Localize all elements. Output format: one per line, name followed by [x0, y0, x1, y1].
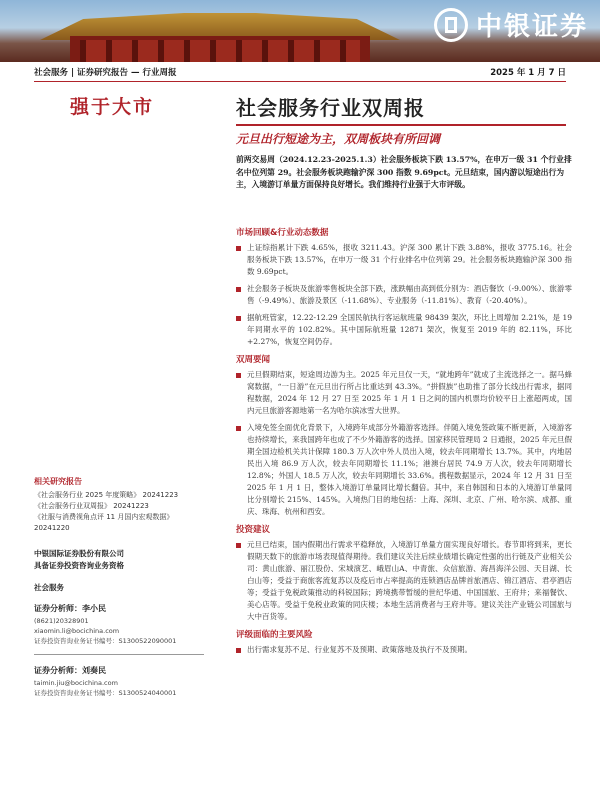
header-banner [0, 0, 600, 62]
bullet-paragraph: 社会服务子板块及旅游零售板块全部下跌，涨跌幅由高到低分别为：酒店餐饮（-9.00%）、旅游零售（-9.49%）、旅游及景区（-11.68%）、专业服务（-11.81%）、教育（-20.40%）。 [236, 283, 572, 307]
organization [34, 548, 204, 572]
bullet-paragraph: 上证综指累计下跌 4.65%，报收 3211.43。沪深 300 累计下跌 3.88%，报收 3775.16。社会服务板块下跌 13.57%，在申万一级 31 个行业排名中位列第 29。社会服务板块跑输沪深 300 指数 9.69pct。 [236, 242, 572, 278]
divider [34, 654, 204, 655]
analyst-card [34, 665, 204, 698]
title-rule [236, 124, 566, 126]
section-heading: 市场回顾&行业动态数据 [236, 228, 329, 238]
section-heading: 投资建议 [236, 525, 271, 535]
analyst-license: 证券投资咨询业务证书编号：S1300524040001 [34, 689, 177, 697]
logo-text: 中银证券 [475, 12, 588, 42]
analyst-name: 证券分析师：李小民 [34, 604, 106, 613]
rating-label: 强于大市 [70, 96, 155, 118]
analyst-name: 证券分析师：刘奏民 [34, 666, 106, 675]
report-subheader [34, 62, 566, 82]
bullet-paragraph: 入境免签全面优化背景下，入境跨年成部分外籍游客选择。伴随入境免签政策不断更新，入境游客也持续增长，来我国跨年也成了不少外籍游客的选择。国家移民管理局 2 日通报，2025 年元旦假期全国边检机关共计保障 180.3 万人次中外人员出入境，较去年同期增长 13.7%。其中，内地居民出入境 86.9 万人次，较去年同期增长 11.1%；港澳台居民 74.9 万人次，较去年同期增长 12.8%；外国人 18.5 万人次，较去年同期增长 33.6%。携程数据显示，2024 年 12 月 31 日至 2025 年 1 月 1 日，整体入境游订单量同比增长翻倍。其中，来自韩国和日本的入境游订单量同比分别增长 215%、145%。入境热门目的地包括：上海、深圳、北京、广州、哈尔滨、成都、重庆、珠海、杭州和西安。 [236, 422, 572, 518]
bullet-paragraph: 出行需求复苏不足、行业复苏不及预期、政策落地及执行不及预期。 [236, 644, 572, 656]
left-column [34, 476, 204, 698]
related-item[interactable]: 《社会服务行业 2025 年度策略》 20241223 [34, 491, 179, 499]
bullet-paragraph: 元旦假期结束，短途周边游为主。2025 年元旦仅一天，“就地跨年”就成了主流选择之一。据马蜂窝数据，“一日游”在元旦出行所占比重达到 43.3%。“拼假族”也助推了部分长线出行需求，据同程数据，2024 年 12 月 27 日至 2025 年 1 月 1 日之间的国内机票均价较平日上涨超两成，国内元旦旅游客源地第一名为哈尔滨冰雪大世界。 [236, 369, 572, 417]
analyst-card [34, 603, 204, 646]
related-item[interactable]: 《社会服务行业双周报》 20241223 [34, 502, 149, 510]
report-body [236, 222, 572, 661]
report-date: 2025 年 1 月 7 日 [490, 67, 566, 78]
analyst-email[interactable]: taimin.jiu@bocichina.com [34, 679, 118, 687]
company-logo [434, 6, 588, 43]
section-heading: 评级面临的主要风险 [236, 630, 313, 640]
palace-columns-image [80, 40, 360, 62]
boc-logo-icon [434, 8, 468, 42]
related-title: 相关研究报告 [34, 477, 82, 486]
report-title: 社会服务行业双周报 [236, 96, 425, 120]
breadcrumb: 社会服务 | 证券研究报告 — 行业周报 [34, 67, 177, 78]
analyst-email[interactable]: xiaomin.li@bocichina.com [34, 627, 120, 635]
analyst-license: 证券投资咨询业务证书编号：S1300522090001 [34, 637, 177, 645]
org-qualification: 具备证券投资咨询业务资格 [34, 561, 124, 570]
report-subtitle: 元旦出行短途为主，双周板块有所回调 [236, 132, 441, 146]
related-item[interactable]: 《社服与消费视角点评 11 月国内宏观数据》 20241220 [34, 513, 174, 532]
org-name: 中银国际证券股份有限公司 [34, 549, 124, 558]
sector-label: 社会服务 [34, 583, 64, 592]
analyst-phone: (8621)20328901 [34, 617, 89, 625]
bullet-paragraph: 元旦已结束，国内假期出行需求平稳释放，入境游订单量方面实现良好增长。春节即将到来，更长假期天数下的旅游市场表现值得期待。我们建议关注后续业绩增长确定性强的出行链及产业相关公司：黄山旅游、丽江股份、宋城演艺、峨眉山A、中青旅、众信旅游、海昌海洋公园、天目湖、长白山等；受益于商旅客流复苏以及疫后市占率提高的连锁酒店品牌首旅酒店、锦江酒店、君亭酒店等；受益于免税政策推动的科锐国际；跨境携带暂缓的世纪华通、中国国旅、王府井；来福餐饮、美心店等。受益于免税业政策的同庆楼；本地生活消费者与王府井等。建议关注产业链公司国旅与大中百货等。 [236, 539, 572, 623]
report-summary: 前两交易周（2024.12.23-2025.1.3）社会服务板块下跌 13.57%，在申万一级 31 个行业排名中位列第 29。社会服务板块跑输沪深 300 指数 9.69pct。元旦结束，国内游以短途出行为主，入境游订单量方面保持良好增长。我们维持行业强于大市评级。 [236, 155, 572, 189]
section-heading: 双周要闻 [236, 355, 271, 365]
bullet-paragraph: 据航班管家，12.22-12.29 全国民航执行客运航班量 98439 架次，环比上周增加 2.21%，是 19 年同期水平的 102.82%。其中国际航班量 12871 架次，恢复至 2019 年的 82.11%，环比+2.27%，恢复空间仍存。 [236, 312, 572, 348]
